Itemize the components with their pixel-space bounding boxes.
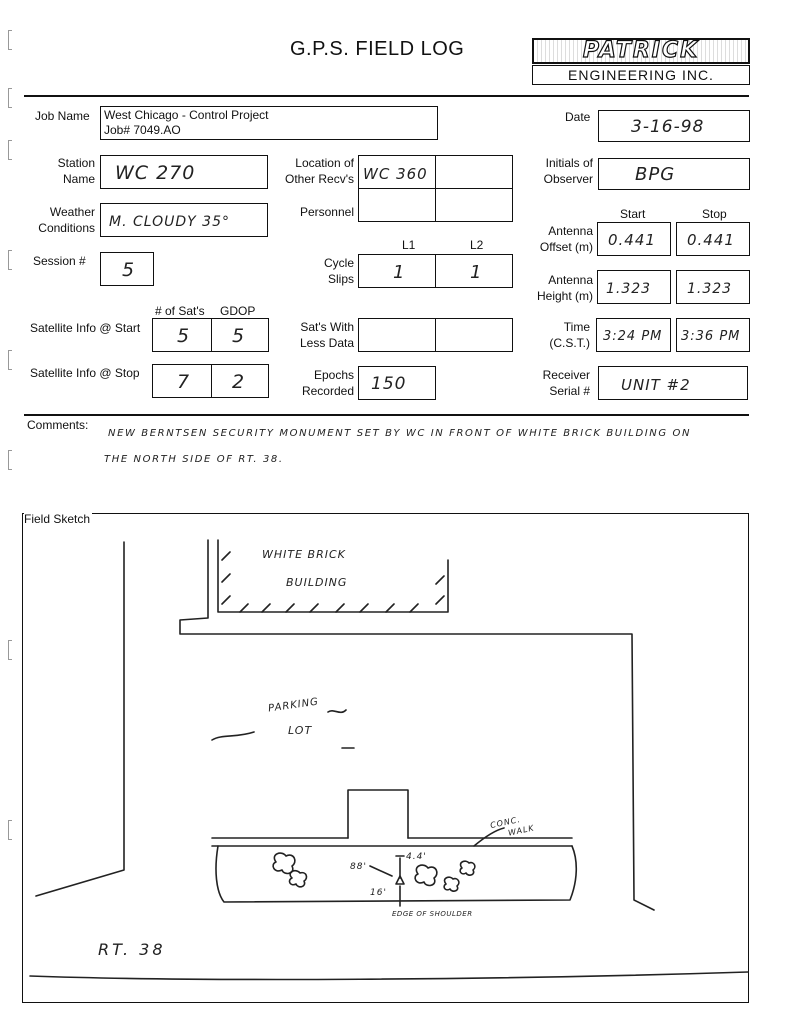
sats-less-label-1: Sat's With — [300, 320, 354, 334]
station-name-label-2: Name — [62, 172, 95, 186]
job-number-value: Job# 7049.AO — [104, 123, 181, 137]
time-label-1: Time — [563, 320, 590, 334]
epochs-label-2: Recorded — [301, 384, 354, 398]
sat-start-gdop-value: 5 — [232, 325, 246, 347]
job-name-value: West Chicago - Control Project — [104, 108, 269, 122]
walk-leader — [474, 828, 504, 846]
sat-stop-label: Satellite Info @ Stop — [30, 366, 140, 380]
antenna-height-start-value: 1.323 — [606, 281, 652, 297]
personnel-label: Personnel — [299, 205, 354, 219]
monument-triangle-icon — [396, 876, 404, 884]
sketch-parking-label-2: LOT — [288, 724, 313, 737]
sat-start-num-value: 5 — [177, 325, 191, 347]
left-boundary — [36, 542, 124, 896]
sketch-dim-44: 4.4' — [406, 852, 427, 862]
sketch-building-label-1: WHITE BRICK — [262, 548, 346, 561]
time-start-value: 3:24 PM — [603, 329, 663, 344]
antenna-offset-start-value: 0.441 — [608, 231, 656, 249]
antenna-height-label-2: Height (m) — [536, 289, 593, 303]
sat-stop-gdop-value: 2 — [232, 371, 246, 393]
dim-line-diagonal — [370, 866, 392, 876]
location-label-1: Location of — [295, 156, 354, 170]
shrub-icon — [460, 861, 475, 875]
cycle-slips-l2-value: 1 — [470, 262, 483, 283]
antenna-offset-stop-value: 0.441 — [687, 231, 735, 249]
initials-label-2: Observer — [543, 172, 593, 186]
sketch-dim-16: 16' — [370, 888, 387, 898]
weather-value: M. CLOUDY 35° — [109, 214, 230, 230]
sketch-edge-label: EDGE OF SHOULDER — [392, 910, 473, 918]
epochs-label-1: Epochs — [313, 368, 354, 382]
station-name-value: WC 270 — [115, 162, 196, 184]
shrub-icon — [415, 865, 437, 885]
epochs-value: 150 — [371, 374, 407, 394]
sketch-conc-label: CONC. — [489, 814, 522, 831]
weather-label-1: Weather — [49, 205, 95, 219]
sketch-walk-label: WALK — [507, 823, 536, 838]
cycle-slips-label-2: Slips — [327, 272, 354, 286]
receiver-label-1: Receiver — [542, 368, 590, 382]
start-header: Start — [620, 207, 646, 221]
shrub-icon — [289, 871, 306, 887]
date-value: 3-16-98 — [631, 117, 705, 137]
session-value: 5 — [122, 259, 136, 281]
l2-header: L2 — [470, 238, 484, 252]
date-label: Date — [565, 110, 591, 124]
antenna-height-stop-value: 1.323 — [687, 281, 733, 297]
location-label-2: Other Recv's — [285, 172, 354, 186]
comments-label: Comments: — [27, 418, 89, 432]
initials-label-1: Initials of — [545, 156, 593, 170]
parking-squiggles — [212, 710, 354, 748]
session-label: Session # — [33, 254, 86, 268]
logo-name: PATRICK — [532, 38, 750, 64]
sketch-building-label-2: BUILDING — [286, 576, 348, 589]
shrub-icon — [273, 853, 295, 873]
antenna-height-label-1: Antenna — [548, 273, 593, 287]
comments-line-2: THE NORTH SIDE OF RT. 38. — [104, 454, 284, 465]
comments-line-1: NEW BERNTSEN SECURITY MONUMENT SET BY WC IN FRONT OF WHITE BRICK BUILDING ON — [108, 428, 692, 439]
receiver-value: UNIT #2 — [621, 376, 691, 394]
walk-stem — [348, 790, 408, 838]
receiver-label-2: Serial # — [549, 384, 590, 398]
road-edge — [30, 972, 748, 979]
job-name-label: Job Name — [35, 109, 90, 123]
sketch-parking-label-1: PARKING — [267, 696, 320, 715]
antenna-offset-label-2: Offset (m) — [539, 240, 593, 254]
dim-line-vertical — [396, 856, 404, 878]
station-name-label-1: Station — [57, 156, 95, 170]
sat-stop-num-value: 7 — [177, 371, 191, 393]
sketch-dim-88: 88' — [350, 862, 367, 872]
time-label-2: (C.S.T.) — [549, 336, 590, 350]
logo-subtitle: ENGINEERING INC. — [532, 65, 750, 85]
gdop-header: GDOP — [220, 304, 256, 318]
shrub-icon — [444, 877, 459, 891]
sats-less-label-2: Less Data — [299, 336, 354, 350]
location-value: WC 360 — [363, 165, 428, 183]
stop-header: Stop — [702, 207, 727, 221]
sketch-road-label: RT. 38 — [98, 940, 166, 959]
time-stop-value: 3:36 PM — [681, 329, 741, 344]
num-sats-header: # of Sat's — [155, 304, 205, 318]
cycle-slips-label-1: Cycle — [323, 256, 354, 270]
field-sketch-label: Field Sketch — [24, 512, 91, 526]
initials-value: BPG — [635, 164, 676, 185]
lawn-area — [216, 846, 576, 902]
page-title: G.P.S. FIELD LOG — [290, 38, 465, 60]
cycle-slips-l1-value: 1 — [393, 262, 406, 283]
antenna-offset-label-1: Antenna — [548, 224, 593, 238]
weather-label-2: Conditions — [38, 221, 95, 235]
sat-start-label: Satellite Info @ Start — [30, 321, 141, 335]
l1-header: L1 — [402, 238, 416, 252]
